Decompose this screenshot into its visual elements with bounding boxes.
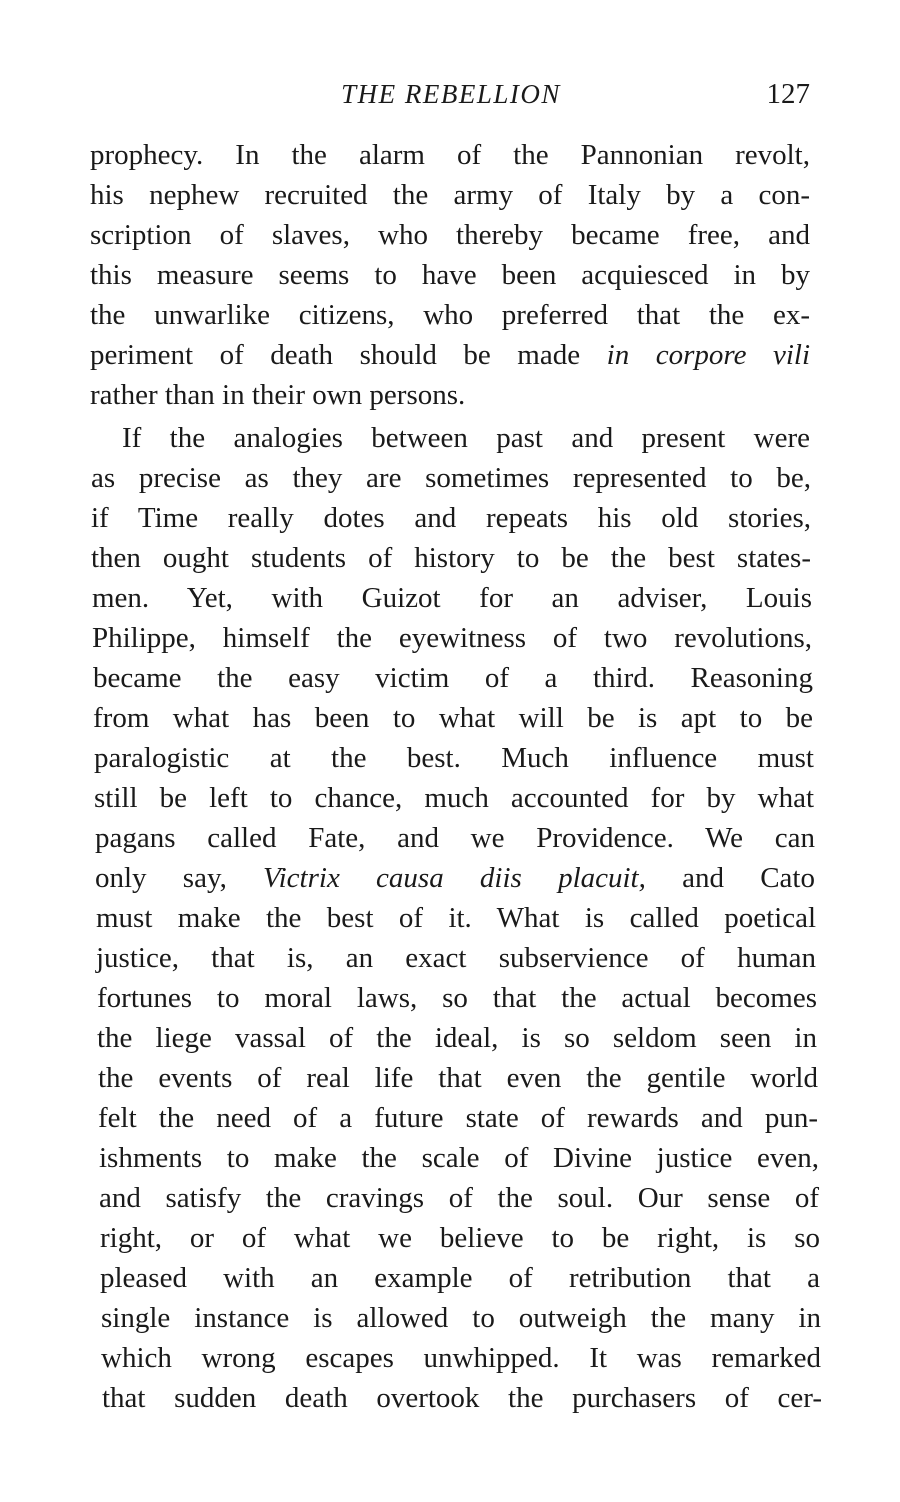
page-number: 127 [766,78,810,110]
text-line: pagans called Fate, and we Providence. We can [95,822,815,854]
text-line: men. Yet, with Guizot for an adviser, Louis [92,582,812,614]
text-line: which wrong escapes unwhipped. It was remarked [101,1342,821,1374]
text-line: the events of real life that even the gentile world [98,1062,818,1094]
text-line: rather than in their own persons. [90,379,466,411]
text-line: and satisfy the cravings of the soul. Our sense of [99,1182,819,1214]
text-line: this measure seems to have been acquiesced in by [90,259,810,291]
text-line: justice, that is, an exact subservience of human [96,942,816,974]
text-line: right, or of what we believe to be right, is so [100,1222,820,1254]
text-line: his nephew recruited the army of Italy by a con- [90,179,810,211]
text-line: became the easy victim of a third. Reasoning [93,662,813,694]
text-line: from what has been to what will be is apt to be [93,702,813,734]
text-line: the unwarlike citizens, who preferred that the ex- [90,299,810,331]
text-line: if Time really dotes and repeats his old stories, [91,502,811,534]
italic-phrase: in corpore vili [606,339,811,371]
text-line: the liege vassal of the ideal, is so seldom seen in [97,1022,817,1054]
paragraph-first-line: If the analogies between past and present were [122,422,810,454]
italic-phrase: Victrix causa diis placuit, [263,862,646,894]
text-line: felt the need of a future state of rewards and pun- [98,1102,818,1134]
text-line: paralogistic at the best. Much influence must [94,742,814,774]
text-line: single instance is allowed to outweigh the many in [101,1302,821,1334]
text-line: prophecy. In the alarm of the Pannonian revolt, [90,139,810,171]
text-line: fortunes to moral laws, so that the actual becomes [97,982,817,1014]
text-line: that sudden death overtook the purchasers of cer- [102,1382,822,1414]
text-run: periment of death should be made [90,339,607,371]
text-line: pleased with an example of retribution that a [100,1262,820,1294]
text-run: and Cato [645,862,815,894]
page-header [92,74,810,114]
text-line: still be left to chance, much accounted for by what [94,782,814,814]
text-line: as precise as they are sometimes represented to be, [91,462,811,494]
text-line: Philippe, himself the eyewitness of two revolutions, [92,622,812,654]
text-line [95,858,815,898]
text-line: scription of slaves, who thereby became free, and [90,219,810,251]
text-run: only say, [95,862,264,894]
running-head: THE REBELLION [341,79,561,109]
text-line: ishments to make the scale of Divine justice even, [99,1142,819,1174]
text-line [90,335,810,375]
text-line: then ought students of history to be the best states- [91,542,811,574]
text-line: must make the best of it. What is called poetical [96,902,816,934]
